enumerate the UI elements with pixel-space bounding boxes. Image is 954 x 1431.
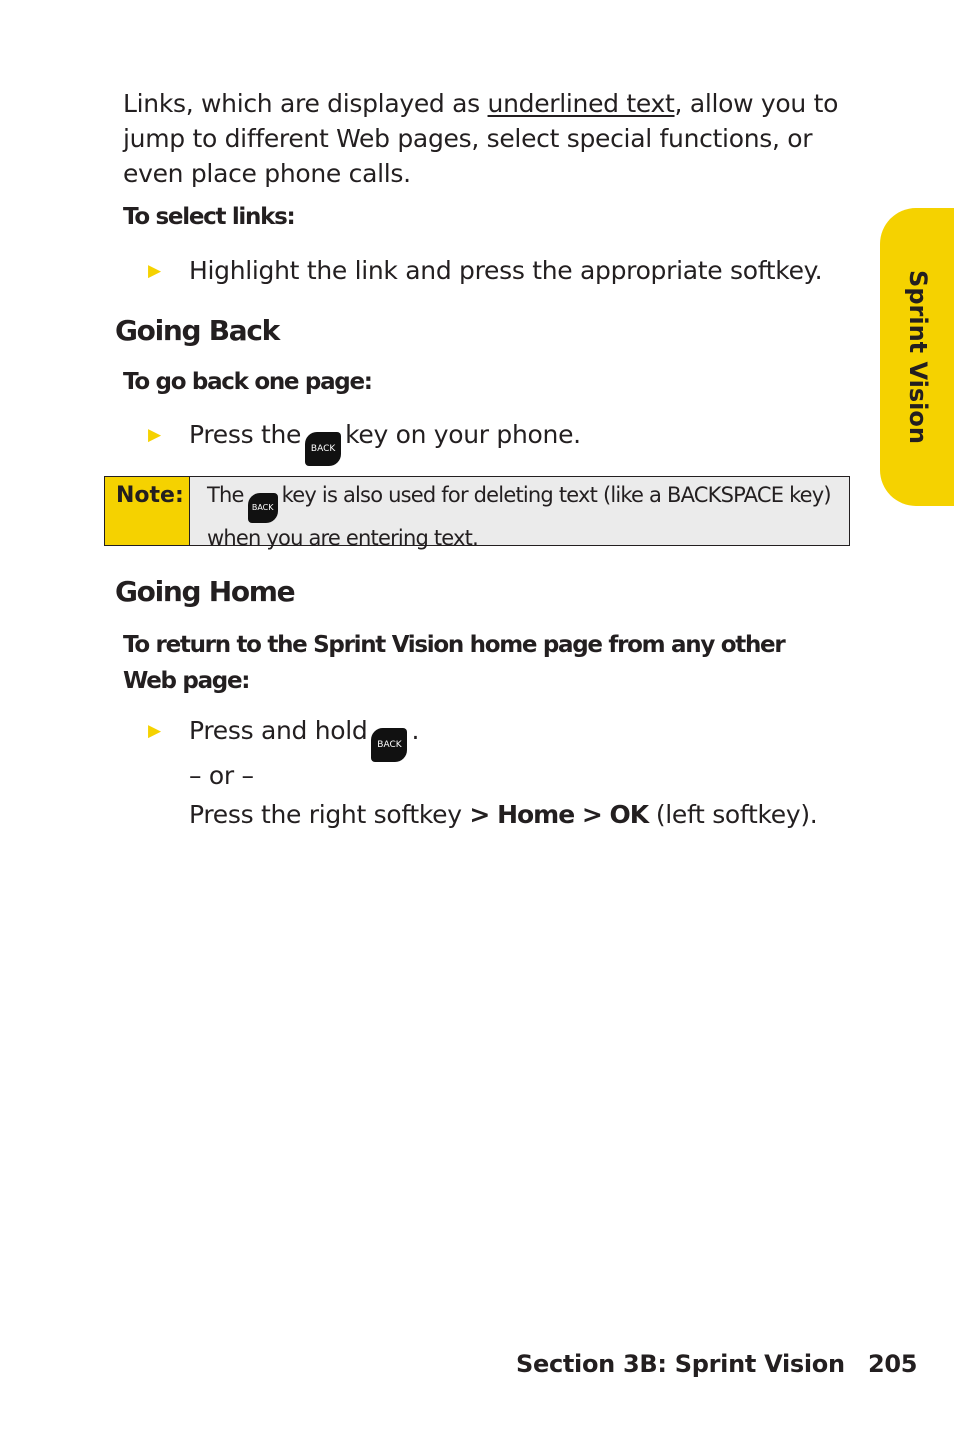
section-tab-label: Sprint Vision — [904, 270, 933, 444]
procedure-heading-go-home: To return to the Sprint Vision home page from any other Web page: — [123, 632, 785, 694]
section-title-going-back: Going Back — [115, 314, 279, 347]
page-number: 205 — [868, 1350, 918, 1378]
step-text: Highlight the link and press the appropriate softkey. — [189, 256, 823, 285]
note-label: Note: — [105, 477, 190, 545]
intro-text-start: Links, which are displayed as — [123, 89, 488, 118]
procedure-heading-go-back: To go back one page: — [123, 369, 372, 395]
bullet-arrow-icon: ▶ — [148, 425, 161, 445]
underlined-link-example: underlined text — [487, 89, 675, 118]
section-tab — [880, 208, 954, 506]
menu-path: > Home > OK — [469, 800, 649, 829]
bullet-arrow-icon: ▶ — [148, 261, 161, 281]
or-separator: – or – — [189, 761, 254, 790]
note-text-after: key is also used for deleting text (like a BACKSPACE key) — [281, 483, 831, 507]
intro-text-end: , allow you to jump to different Web pages, select special functions, or even place phone calls. — [123, 89, 839, 188]
note-box — [104, 476, 850, 550]
step-go-home-alternative — [189, 800, 817, 829]
procedure-heading-select-links: To select links: — [123, 204, 295, 230]
bullet-arrow-icon: ▶ — [148, 721, 161, 741]
section-title-going-home: Going Home — [115, 575, 295, 608]
alt-text-after: (left softkey). — [655, 800, 818, 829]
step-text-before: Press and hold — [189, 716, 368, 745]
step-text-after: key on your phone. — [345, 420, 581, 449]
note-text-before: The — [207, 483, 244, 507]
step-text-after: . — [411, 716, 420, 745]
step-go-home — [148, 716, 419, 762]
intro-paragraph — [123, 86, 863, 191]
step-text-before: Press the — [189, 420, 302, 449]
back-key-icon: BACK — [305, 432, 341, 466]
back-key-icon: BACK — [248, 493, 278, 523]
note-text-line2: when you are entering text. — [207, 526, 478, 550]
step-select-links — [148, 256, 822, 285]
step-go-back — [148, 420, 581, 466]
footer-section: Section 3B: Sprint Vision — [516, 1350, 845, 1378]
note-body — [190, 477, 849, 550]
back-key-icon: BACK — [371, 728, 407, 762]
alt-text-before: Press the right softkey — [189, 800, 462, 829]
